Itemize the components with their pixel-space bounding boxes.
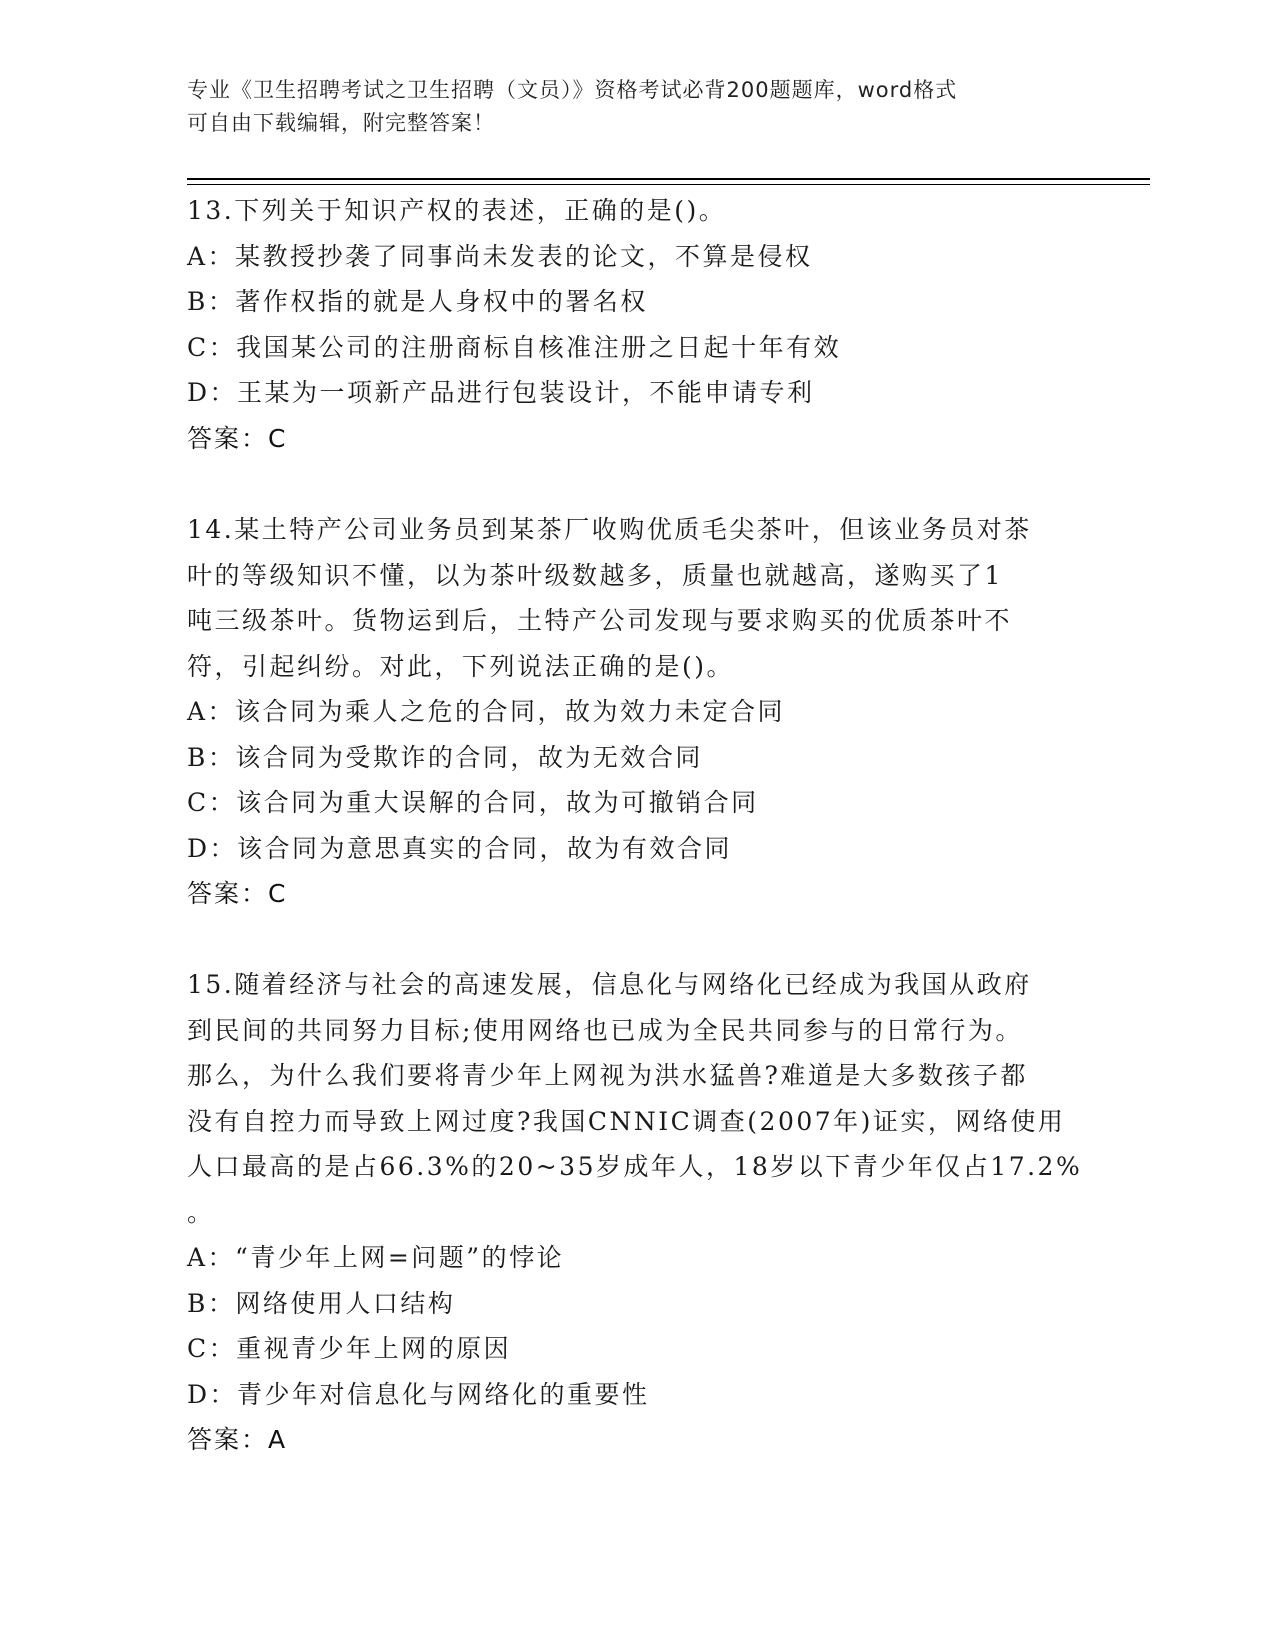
option-a: A：某教授抄袭了同事尚未发表的论文，不算是侵权: [187, 241, 813, 271]
question-stem-line: 14.某土特产公司业务员到某茶厂收购优质毛尖茶叶，但该业务员对茶: [187, 515, 1032, 544]
question-stem-line: 。: [187, 1197, 215, 1227]
question-stem: [187, 962, 1087, 1235]
option-d: D：该合同为意思真实的合同，故为有效合同: [187, 833, 733, 863]
answer-line: 答案：A: [187, 1425, 288, 1454]
option-b: B：著作权指的就是人身权中的署名权: [187, 287, 648, 316]
option-c: C：重视青少年上网的原因: [187, 1334, 512, 1363]
question-stem-line: 没有自控力而导致上网过度?我国CNNIC调查(2007年)证实，网络使用: [187, 1106, 1066, 1136]
question-stem-line: 15.随着经济与社会的高速发展，信息化与网络化已经成为我国从政府: [187, 970, 1032, 999]
option-b: B：该合同为受欺诈的合同，故为无效合同: [187, 742, 703, 772]
option-c: C：该合同为重大误解的合同，故为可撤销合同: [187, 788, 759, 817]
header-line-1: 专业《卫生招聘考试之卫生招聘（文员）》资格考试必背200题题库，word格式: [187, 78, 958, 102]
header-divider-thick: [187, 178, 1150, 180]
question-stem-line: 符，引起纠纷。对此，下列说法正确的是()。: [187, 651, 735, 681]
question-stem-line: 叶的等级知识不懂，以为茶叶级数越多，质量也就越高，遂购买了1: [187, 560, 1003, 590]
answer-line: 答案：C: [187, 879, 288, 908]
question-13: [187, 188, 1087, 461]
question-stem: [187, 188, 1087, 234]
question-stem-line: 吨三级茶叶。货物运到后，土特产公司发现与要求购买的优质茶叶不: [187, 606, 1013, 635]
question-stem-line: 那么，为什么我们要将青少年上网视为洪水猛兽?难道是大多数孩子都: [187, 1061, 1028, 1090]
header-line-2: 可自由下载编辑，附完整答案！: [187, 111, 495, 135]
question-14: [187, 507, 1087, 917]
option-a: A：该合同为乘人之危的合同，故为效力未定合同: [187, 697, 786, 726]
question-stem: [187, 507, 1087, 689]
question-15: [187, 962, 1087, 1463]
option-d: D：王某为一项新产品进行包装设计，不能申请专利: [187, 378, 815, 407]
option-a: A：“青少年上网=问题”的悖论: [187, 1243, 565, 1272]
question-stem-line: 13.下列关于知识产权的表述，正确的是()。: [187, 196, 727, 225]
document-header-note: [187, 74, 1087, 140]
option-b: B：网络使用人口结构: [187, 1288, 456, 1318]
option-c: C：我国某公司的注册商标自核准注册之日起十年有效: [187, 332, 842, 362]
header-divider-thin: [187, 184, 1150, 185]
answer-line: 答案：C: [187, 423, 288, 453]
option-d: D：青少年对信息化与网络化的重要性: [187, 1379, 650, 1409]
question-stem-line: 人口最高的是占66.3%的20~35岁成年人，18岁以下青少年仅占17.2%: [187, 1152, 1083, 1181]
question-stem-line: 到民间的共同努力目标;使用网络也已成为全民共同参与的日常行为。: [187, 1015, 1023, 1045]
